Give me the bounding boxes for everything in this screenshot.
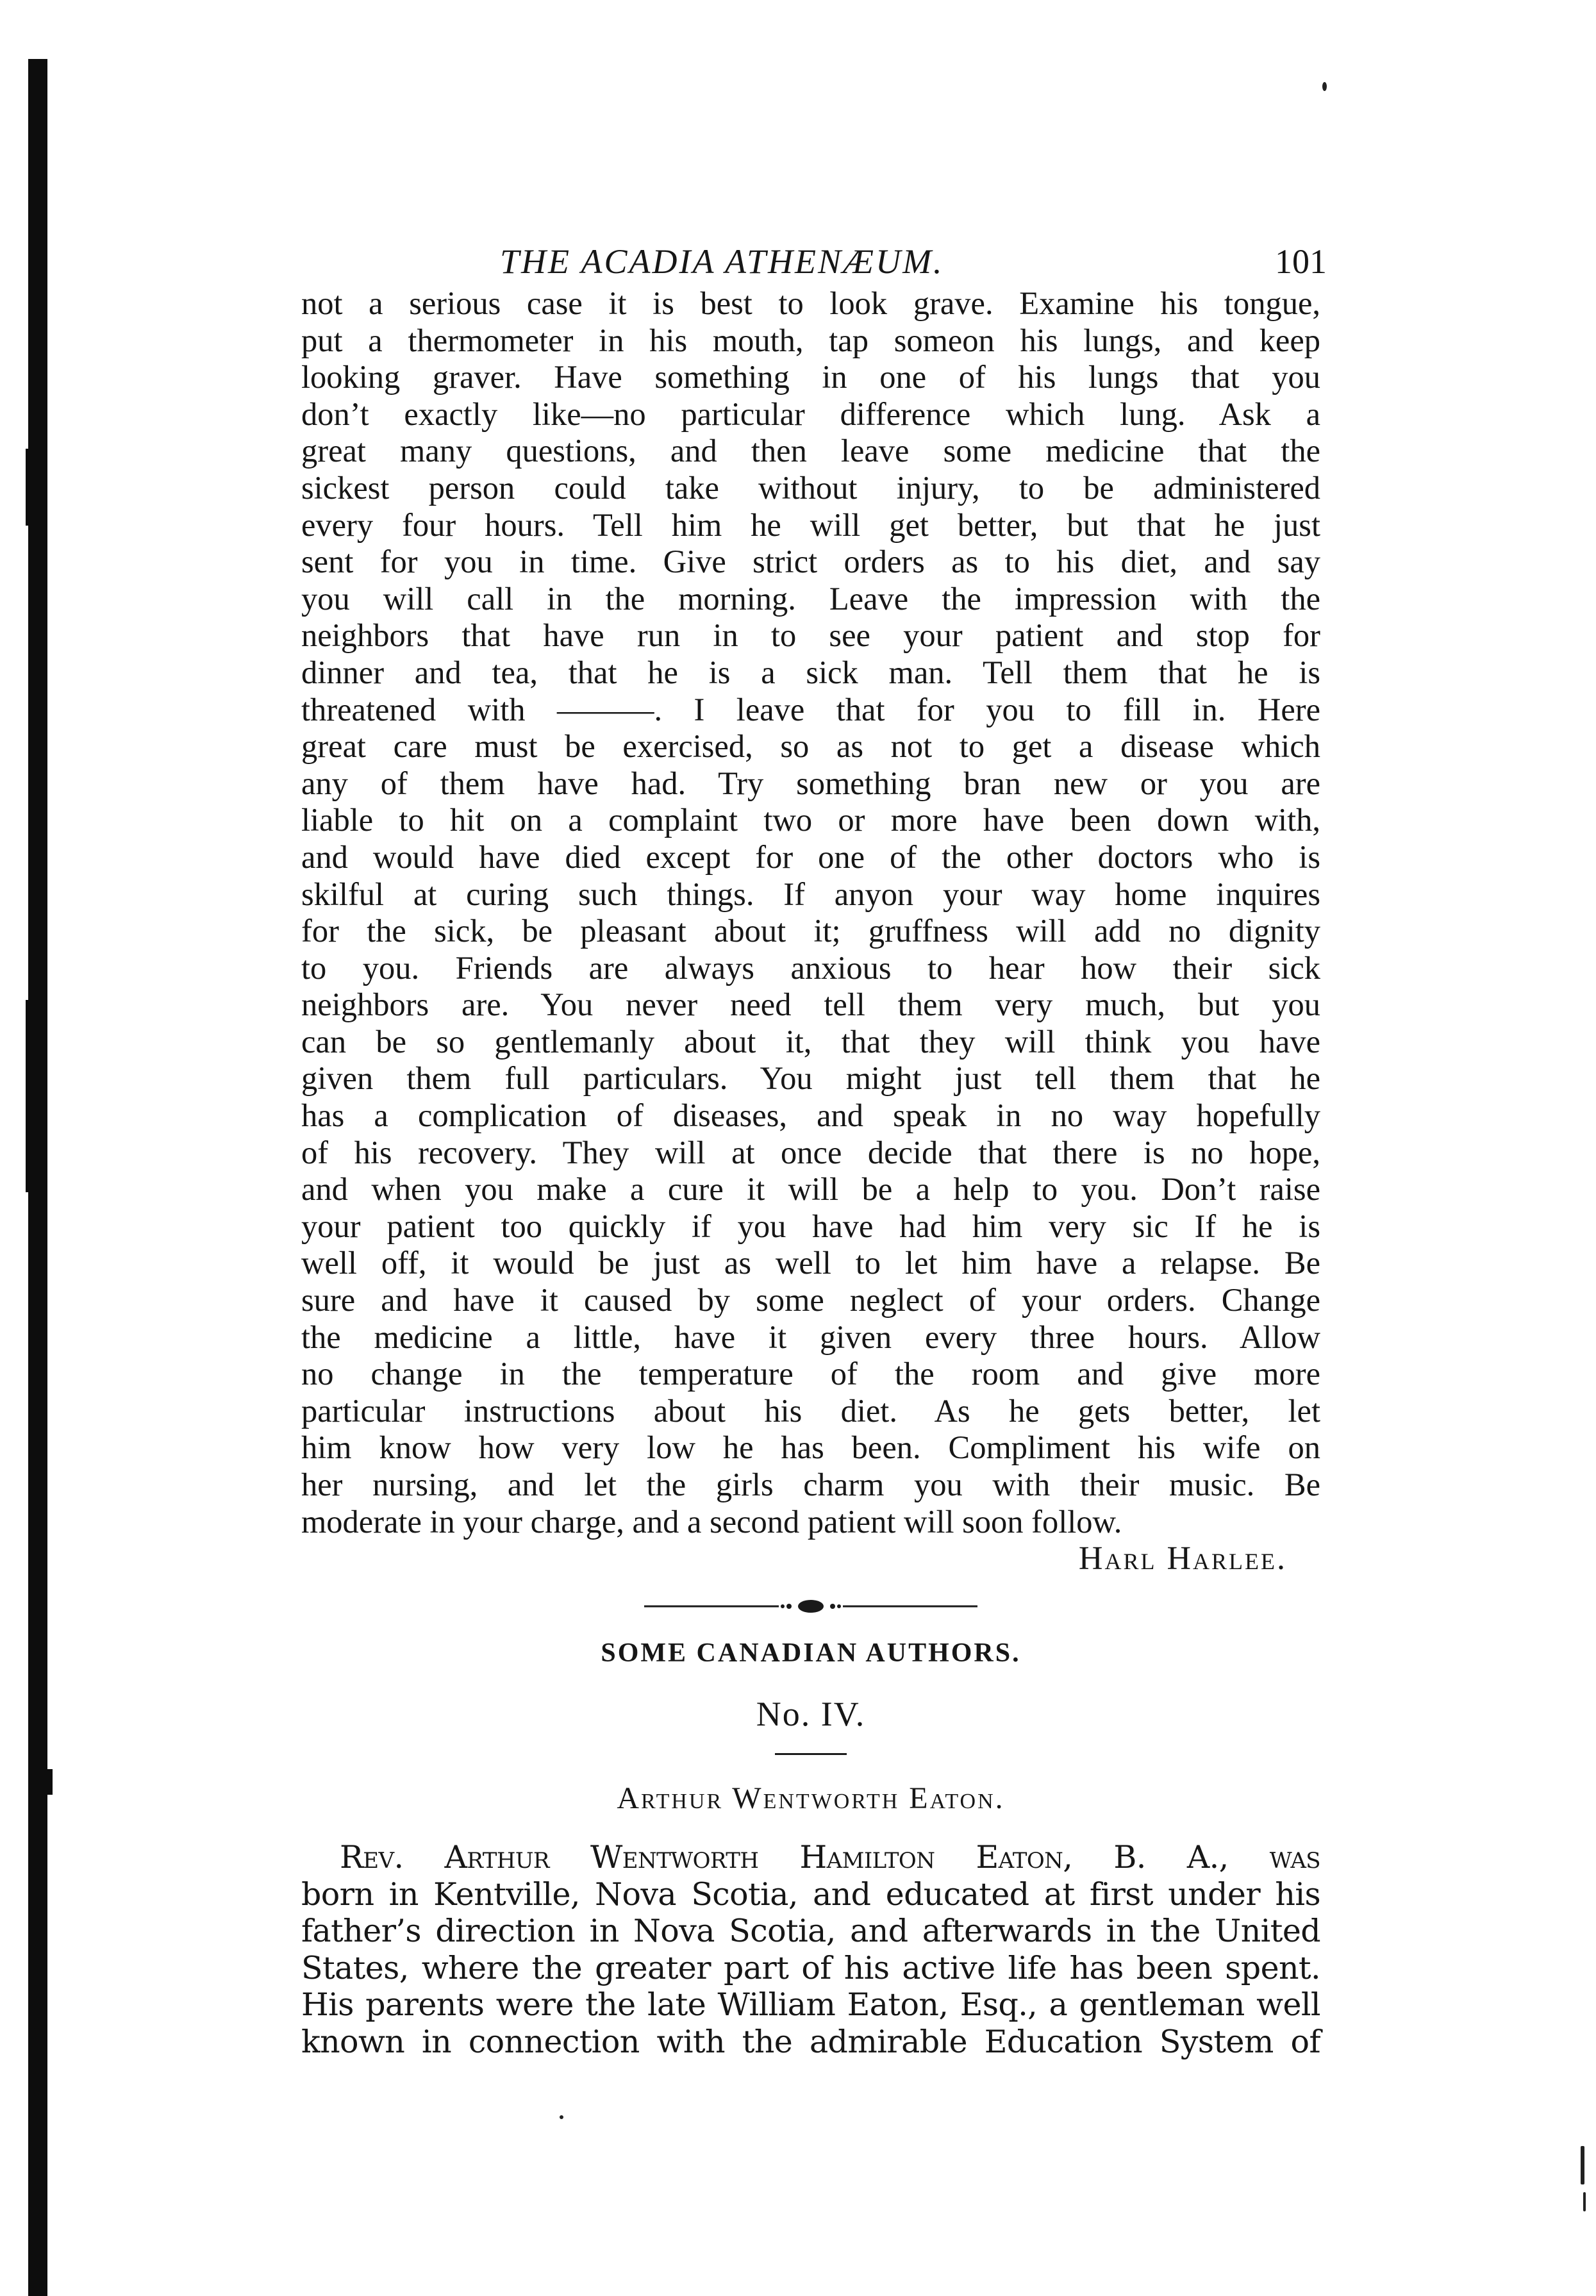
- text-line: His parents were the late William Eaton, Esq., a gentleman well: [301, 1986, 1320, 2024]
- text-line: dinner and tea, that he is a sick man. Tell them that he is: [301, 654, 1320, 690]
- binding-edge-nick: [26, 449, 31, 526]
- short-divider: [775, 1753, 847, 1755]
- ornamental-rule: [644, 1597, 977, 1616]
- text-line: moderate in your charge, and a second patient will soon follow.: [301, 1503, 1122, 1540]
- journal-title: THE ACADIA ATHENÆUM.: [500, 242, 944, 281]
- binding-edge-nick: [46, 1769, 53, 1795]
- text-line: put a thermometer in his mouth, tap someon his lungs, and keep: [301, 322, 1320, 358]
- text-line: can be so gentlemanly about it, that they will think you have: [301, 1023, 1320, 1060]
- text-line: you will call in the morning. Leave the impression with the: [301, 580, 1320, 617]
- text-line: born in Kentville, Nova Scotia, and educated at first under his: [301, 1876, 1320, 1913]
- text-line: sure and have it caused by some neglect of your orders. Change: [301, 1282, 1320, 1319]
- author-signature: Harl Harlee.: [1078, 1540, 1287, 1577]
- text-line: of his recovery. They will at once decide that there is no hope,: [301, 1134, 1320, 1170]
- text-line: Rev. Arthur Wentworth Hamilton Eaton, B. A., was: [340, 1839, 1320, 1876]
- article-subject: Arthur Wentworth Eaton.: [617, 1781, 1005, 1816]
- text-line: well off, it would be just as well to let him have a relapse. Be: [301, 1245, 1320, 1281]
- text-line: and would have died except for one of the other doctors who is: [301, 838, 1320, 875]
- text-line: any of them have had. Try something bran new or you are: [301, 765, 1320, 801]
- page: [301, 234, 1327, 2060]
- article-two-body: [301, 1839, 1320, 2060]
- text-line: and when you make a cure it will be a help to you. Don’t raise: [301, 1171, 1320, 1208]
- text-line: has a complication of diseases, and speak in no way hopefully: [301, 1097, 1320, 1134]
- text-line: your patient too quickly if you have had him very sic If he is: [301, 1208, 1320, 1244]
- section-heading: SOME CANADIAN AUTHORS.: [601, 1638, 1021, 1668]
- text-line: sent for you in time. Give strict orders as to his diet, and say: [301, 544, 1320, 580]
- binding-edge-nick: [26, 1000, 32, 1192]
- text-line: neighbors that have run in to see your patient and stop for: [301, 617, 1320, 654]
- text-line: particular instructions about his diet. As he gets better, let: [301, 1392, 1320, 1429]
- ink-speck: [1322, 82, 1327, 91]
- ink-speck: [1583, 2192, 1586, 2211]
- text-line: to you. Friends are always anxious to hear how their sick: [301, 949, 1320, 986]
- text-line: liable to hit on a complaint two or more have been down with,: [301, 802, 1320, 838]
- text-line: the medicine a little, have it given every three hours. Allow: [301, 1319, 1320, 1355]
- text-line: sickest person could take without injury, to be administered: [301, 469, 1320, 506]
- text-line: States, where the greater part of his active life has been spent.: [301, 1949, 1320, 1986]
- text-line: looking graver. Have something in one of his lungs that you: [301, 359, 1320, 395]
- text-line: for the sick, be pleasant about it; gruffness will add no dignity: [301, 913, 1320, 949]
- text-line: known in connection with the admirable Education System of: [301, 2023, 1320, 2060]
- text-line: no change in the temperature of the room and give more: [301, 1356, 1320, 1392]
- ink-speck: [1581, 2146, 1584, 2184]
- text-line: given them full particulars. You might just tell them that he: [301, 1060, 1320, 1097]
- running-head: [301, 234, 1327, 285]
- text-line: skilful at curing such things. If anyon your way home inquires: [301, 876, 1320, 912]
- text-line: father’s direction in Nova Scotia, and afterwards in the United: [301, 1913, 1320, 1950]
- text-line: every four hours. Tell him he will get better, but that he just: [301, 506, 1320, 543]
- text-line: great care must be exercised, so as not to get a disease which: [301, 728, 1320, 765]
- text-line: him know how very low he has been. Compliment his wife on: [301, 1429, 1320, 1466]
- text-line: threatened with ———. I leave that for you to fill in. Here: [301, 691, 1320, 728]
- ornament-divider-icon: [644, 1597, 977, 1616]
- text-line: neighbors are. You never need tell them very much, but you: [301, 986, 1320, 1023]
- text-line: not a serious case it is best to look grave. Examine his tongue,: [301, 285, 1320, 321]
- text-line: great many questions, and then leave some medicine that the: [301, 433, 1320, 469]
- text-line: her nursing, and let the girls charm you with their music. Be: [301, 1467, 1320, 1502]
- article-one-body: [301, 285, 1320, 1577]
- page-number: 101: [1275, 242, 1327, 281]
- series-number: No. IV.: [756, 1695, 866, 1734]
- ink-speck: [560, 2115, 563, 2119]
- text-line: don’t exactly like—no particular difference which lung. Ask a: [301, 395, 1320, 432]
